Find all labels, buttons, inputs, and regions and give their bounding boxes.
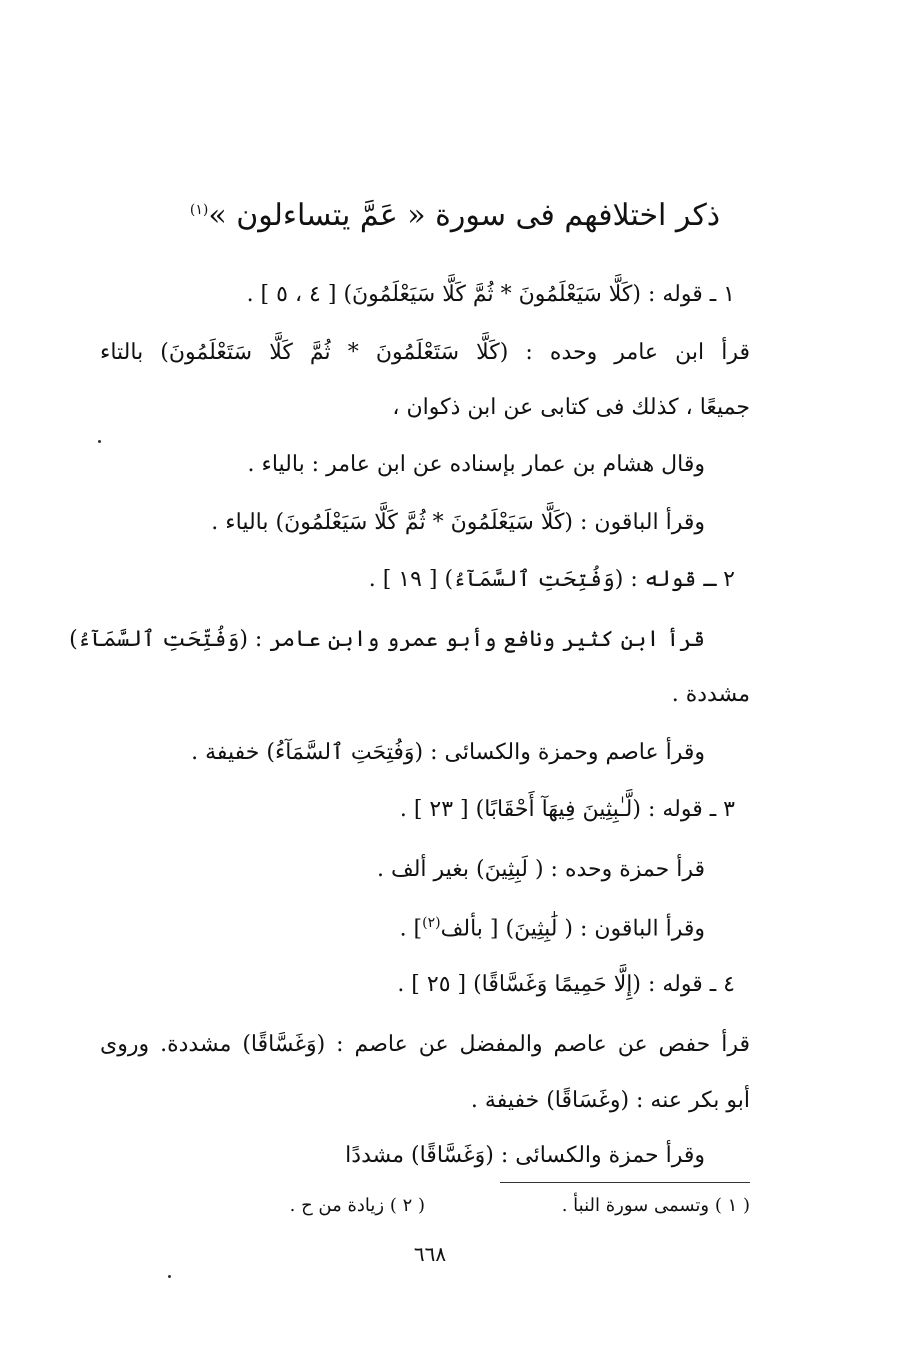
scan-speck [168,1275,171,1278]
title-text: ذكر اختلافهم فى سورة « عَمَّ يتساءلون » [208,198,721,233]
text-line-6: ٢ ـ قوله : (وَفُتِحَتِ ٱلسَّمَآءُ) [ ١٩ ] . [368,567,735,592]
text-line-12-body: وقرأ الباقون : ( لَٰبِثِينَ) [ بألف [440,916,705,942]
text-line-5: وقرأ الباقون : (كَلَّا سَيَعْلَمُونَ * ثُمَّ كَلَّا سَيَعْلَمُونَ) بالياء . [211,510,705,535]
text-line-14: قرأ حفص عن عاصم والمفضل عن عاصم : (وَغَسَّاقًا) مشددة. وروى [100,1032,750,1057]
text-line-8: مشددة . [671,682,750,707]
text-line-1: ١ ـ قوله : (كَلَّا سَيَعْلَمُونَ * ثُمَّ كَلَّا سَيَعْلَمُونَ) [ ٤ ، ٥ ] . [246,282,735,307]
page-number: ٦٦٨ [413,1242,447,1266]
title-footnote-ref: (١) [189,202,209,218]
text-line-13: ٤ ـ قوله : (إِلَّا حَمِيمًا وَغَسَّاقًا) [ ٢٥ ] . [397,972,735,997]
text-line-12 [400,915,705,941]
footnote-1: ( ١ ) وتسمى سورة النبأ . [561,1195,750,1216]
text-line-16: وقرأ حمزة والكسائى : (وَغَسَّاقًا) مشددًا [345,1143,705,1168]
text-line-9: وقرأ عاصم وحمزة والكسائى : (وَفُتِحَتِ ٱلسَّمَآءُ) خفيفة . [191,740,705,765]
text-line-7: قرأ ابن كثير ونافع وأبو عمرو وابن عامر : (وَفُتِّحَتِ ٱلسَّمَآءُ) [69,627,705,652]
text-line-10: ٣ ـ قوله : (لَّـٰبِثِينَ فِيهَآ أَحْقَابًا) [ ٢٣ ] . [399,797,735,822]
text-line-11: قرأ حمزة وحده : ( لَبِثِينَ) بغير ألف . [376,857,705,882]
text-line-2: قرأ ابن عامر وحده : (كَلَّا سَتَعْلَمُونَ * ثُمَّ كَلَّا سَتَعْلَمُونَ) بالتاء [100,340,750,365]
scan-speck [98,440,101,443]
text-line-3: جميعًا ، كذلك فى كتابى عن ابن ذكوان ، [392,395,750,420]
text-line-4: وقال هشام بن عمار بإسناده عن ابن عامر : بالياء . [247,452,705,477]
text-line-15: أبو بكر عنه : (وغَسَاقًا) خفيفة . [470,1088,750,1113]
inline-footnote-ref: (٢) [422,915,441,931]
page-title [90,198,820,233]
footnote-2: ( ٢ ) زيادة من ح . [289,1195,425,1216]
footnote-separator [500,1182,750,1183]
text-line-12-tail: ] . [399,916,423,942]
